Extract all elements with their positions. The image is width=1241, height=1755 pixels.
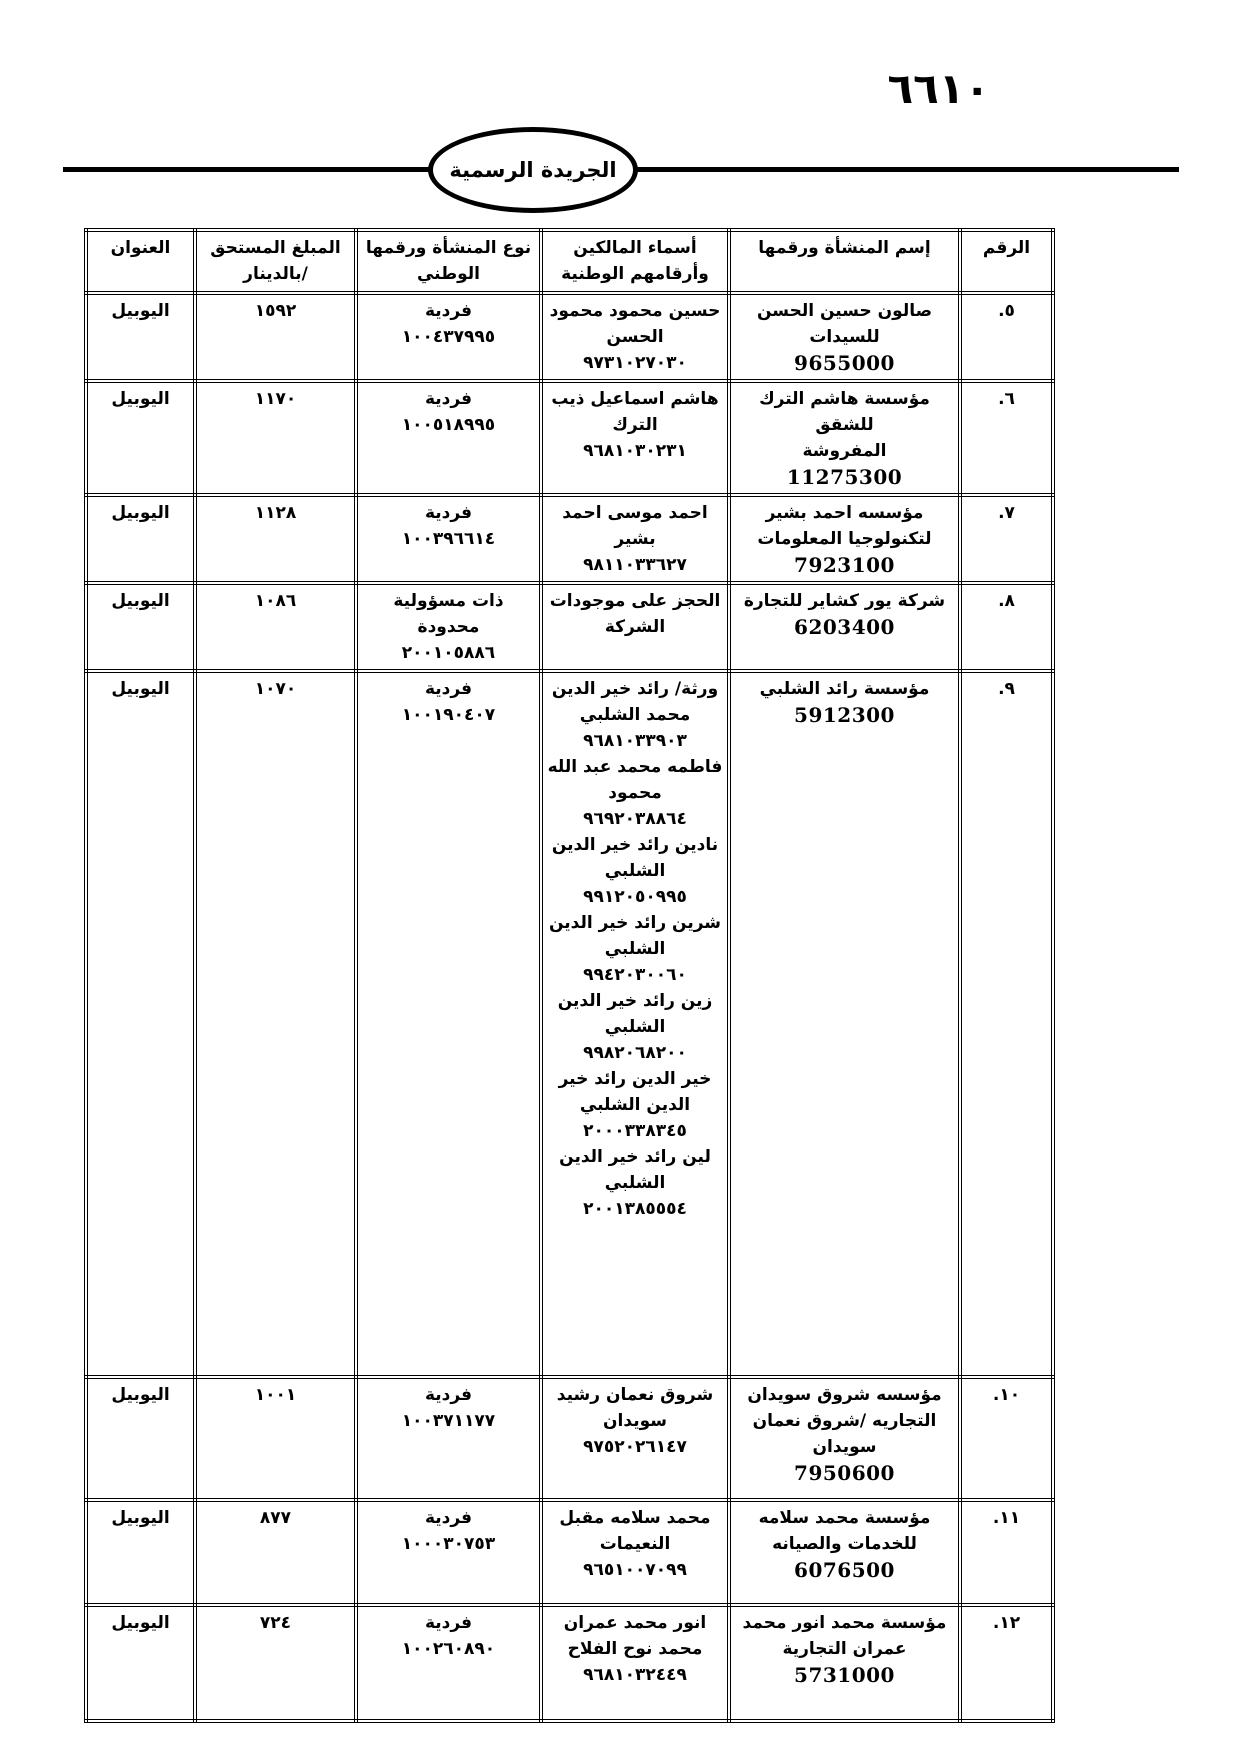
cell-type: ذات مسؤولية محدودة ٢٠٠١٠٥٨٨٦ — [356, 583, 541, 671]
cell-amount: ١٠٨٦ — [195, 583, 356, 671]
table-row — [86, 495, 1053, 583]
table-row — [86, 671, 1053, 1377]
table-header-row — [86, 230, 1053, 293]
cell-establishment: مؤسسة محمد سلامه للخدمات والصيانه 6076500 — [729, 1500, 960, 1605]
cell-amount: ١٠٧٠ — [195, 671, 356, 1377]
cell-address: اليوبيل — [86, 671, 195, 1377]
header-serial: الرقم — [960, 230, 1053, 293]
gazette-title: الجريدة الرسمية — [449, 158, 617, 182]
cell-amount: ١١٧٠ — [195, 381, 356, 495]
cell-owners: حسين محمود محمود الحسن ٩٧٣١٠٢٧٠٣٠ — [541, 293, 729, 381]
cell-address: اليوبيل — [86, 495, 195, 583]
cell-amount: ١١٢٨ — [195, 495, 356, 583]
cell-address: اليوبيل — [86, 381, 195, 495]
cell-owners: انور محمد عمران محمد نوح الفلاح ٩٦٨١٠٣٢٤٤٩ — [541, 1605, 729, 1721]
cell-establishment: صالون حسين الحسن للسيدات 9655000 — [729, 293, 960, 381]
table-row — [86, 381, 1053, 495]
cell-type: فردية ١٠٠٠٣٠٧٥٣ — [356, 1500, 541, 1605]
cell-type: فردية ١٠٠٢٦٠٨٩٠ — [356, 1605, 541, 1721]
gazette-title-badge — [428, 127, 638, 213]
cell-owners: محمد سلامه مقبل النعيمات ٩٦٥١٠٠٧٠٩٩ — [541, 1500, 729, 1605]
cell-amount: ١٠٠١ — [195, 1377, 356, 1500]
cell-serial: ٧. — [960, 495, 1053, 583]
cell-establishment: مؤسسه شروق سويدان التجاريه /شروق نعمان سويدان 7950600 — [729, 1377, 960, 1500]
cell-type: فردية ١٠٠١٩٠٤٠٧ — [356, 671, 541, 1377]
cell-serial: ١٠. — [960, 1377, 1053, 1500]
cell-establishment: مؤسسة محمد انور محمد عمران التجارية 5731000 — [729, 1605, 960, 1721]
cell-serial: ١٢. — [960, 1605, 1053, 1721]
header-type: نوع المنشأة ورقمها الوطني — [356, 230, 541, 293]
header-amount: المبلغ المستحق /بالدينار — [195, 230, 356, 293]
cell-establishment: مؤسسة هاشم الترك للشقق المفروشة 11275300 — [729, 381, 960, 495]
cell-type: فردية ١٠٠٤٣٧٩٩٥ — [356, 293, 541, 381]
cell-owners: هاشم اسماعيل ذيب الترك ٩٦٨١٠٣٠٢٣١ — [541, 381, 729, 495]
table-row — [86, 1605, 1053, 1721]
header-owners: أسماء المالكين وأرقامهم الوطنية — [541, 230, 729, 293]
table-row — [86, 583, 1053, 671]
cell-type: فردية ١٠٠٣٧١١٧٧ — [356, 1377, 541, 1500]
cell-type: فردية ١٠٠٣٩٦٦١٤ — [356, 495, 541, 583]
cell-address: اليوبيل — [86, 1605, 195, 1721]
cell-establishment: مؤسسة رائد الشلبي 5912300 — [729, 671, 960, 1377]
cell-serial: ٥. — [960, 293, 1053, 381]
cell-serial: ٩. — [960, 671, 1053, 1377]
cell-owners: شروق نعمان رشيد سويدان ٩٧٥٢٠٢٦١٤٧ — [541, 1377, 729, 1500]
cell-owners: احمد موسى احمد بشير ٩٨١١٠٣٣٦٢٧ — [541, 495, 729, 583]
table-body — [86, 293, 1053, 1721]
cell-address: اليوبيل — [86, 583, 195, 671]
establishments-table — [84, 228, 1055, 1723]
cell-establishment: مؤسسه احمد بشير لتكنولوجيا المعلومات 7923100 — [729, 495, 960, 583]
cell-address: اليوبيل — [86, 1500, 195, 1605]
cell-owners: ورثة/ رائد خير الدين محمد الشلبي ٩٦٨١٠٣٣٩٠٣ فاطمه محمد عبد الله محمود ٩٦٩٢٠٣٨٨٦٤ نادين رائد خير الدين الشلبي ٩٩١٢٠٥٠٩٩٥ شرين رائد خير الدين الشلبي ٩٩٤٢٠٣٠٠٦٠ زين رائد خير الدين الشلبي ٩٩٨٢٠٦٨٢٠٠ خير الدين رائد خير الدين الشلبي ٢٠٠٠٣٣٨٣٤٥ لين رائد خير الدين الشلبي ٢٠٠١٣٨٥٥٥٤ — [541, 671, 729, 1377]
header-address: العنوان — [86, 230, 195, 293]
page-number: ٦٦١٠ — [887, 64, 990, 113]
cell-address: اليوبيل — [86, 293, 195, 381]
cell-address: اليوبيل — [86, 1377, 195, 1500]
table-row — [86, 1377, 1053, 1500]
cell-type: فردية ١٠٠٥١٨٩٩٥ — [356, 381, 541, 495]
cell-serial: ٨. — [960, 583, 1053, 671]
cell-owners: الحجز على موجودات الشركة — [541, 583, 729, 671]
table-row — [86, 1500, 1053, 1605]
cell-serial: ٦. — [960, 381, 1053, 495]
cell-amount: ٧٢٤ — [195, 1605, 356, 1721]
cell-serial: ١١. — [960, 1500, 1053, 1605]
cell-amount: ٨٧٧ — [195, 1500, 356, 1605]
cell-establishment: شركة يور كشاير للتجارة 6203400 — [729, 583, 960, 671]
cell-amount: ١٥٩٢ — [195, 293, 356, 381]
header-establishment: إسم المنشأة ورقمها — [729, 230, 960, 293]
establishments-table-wrap — [88, 228, 1055, 1723]
table-row — [86, 293, 1053, 381]
